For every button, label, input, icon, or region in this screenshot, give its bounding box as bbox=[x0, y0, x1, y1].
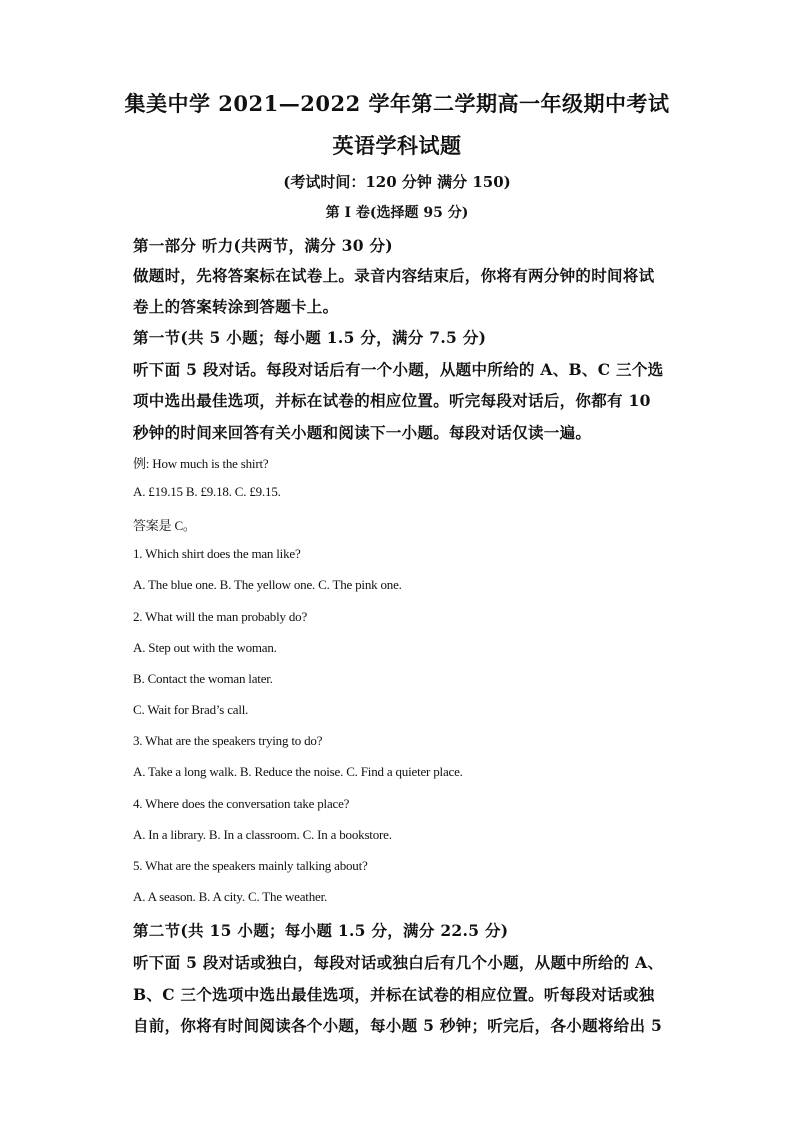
question-stem: 5. What are the speakers mainly talking about? bbox=[133, 858, 368, 873]
volume-heading: 第 I 卷(选择题 95 分) bbox=[325, 205, 469, 221]
example-answer: 答案是 C。 bbox=[133, 518, 196, 533]
question-stem: 1. Which shirt does the man like? bbox=[133, 546, 301, 561]
part1-instruction-line: 做题时，先将答案标在试卷上。录音内容结束后，你将有两分钟的时间将试 bbox=[133, 266, 655, 285]
section2-instruction-line: 自前，你将有时间阅读各个小题，每小题 5 秒钟；听完后，各小题将给出 5 bbox=[133, 1016, 663, 1035]
question-stem: 4. Where does the conversation take place? bbox=[133, 796, 350, 811]
question-option: C. Wait for Brad’s call. bbox=[133, 702, 249, 717]
section1-instruction-line: 秒钟的时间来回答有关小题和阅读下一小题。每段对话仅读一遍。 bbox=[133, 423, 592, 442]
question-options: A. In a library. B. In a classroom. C. In a bookstore. bbox=[133, 827, 392, 842]
example-options: A. £19.15 B. £9.18. C. £9.15. bbox=[133, 484, 281, 499]
section1-instruction-line: 项中选出最佳选项，并标在试卷的相应位置。听完每段对话后，你都有 10 bbox=[133, 391, 651, 410]
question-option: A. Step out with the woman. bbox=[133, 640, 277, 655]
exam-info: (考试时间：120 分钟 满分 150) bbox=[283, 173, 511, 191]
question-options: A. A season. B. A city. C. The weather. bbox=[133, 889, 328, 904]
question-option: B. Contact the woman later. bbox=[133, 671, 273, 686]
question-options: A. Take a long walk. B. Reduce the noise. C. Find a quieter place. bbox=[133, 764, 463, 779]
part1-instruction-line: 卷上的答案转涂到答题卡上。 bbox=[133, 297, 339, 316]
question-stem: 3. What are the speakers trying to do? bbox=[133, 733, 323, 748]
exam-title: 集美中学 2021—2022 学年第二学期高一年级期中考试 bbox=[124, 91, 670, 116]
section1-heading: 第一节(共 5 小题；每小题 1.5 分，满分 7.5 分) bbox=[133, 328, 487, 347]
section2-instruction-line: B、C 三个选项中选出最佳选项，并标在试卷的相应位置。听每段对话或独 bbox=[133, 985, 655, 1004]
example-question: 例: How much is the shirt? bbox=[133, 456, 269, 471]
question-options: A. The blue one. B. The yellow one. C. The pink one. bbox=[133, 577, 402, 592]
part1-heading: 第一部分 听力(共两节，满分 30 分) bbox=[133, 236, 393, 255]
section1-instruction-line: 听下面 5 段对话。每段对话后有一个小题，从题中所给的 A、B、C 三个选 bbox=[133, 360, 664, 379]
section2-heading: 第二节(共 15 小题；每小题 1.5 分，满分 22.5 分) bbox=[133, 921, 509, 940]
question-stem: 2. What will the man probably do? bbox=[133, 609, 308, 624]
exam-subject-title: 英语学科试题 bbox=[332, 133, 462, 158]
section2-instruction-line: 听下面 5 段对话或独白，每段对话或独白后有几个小题，从题中所给的 A、 bbox=[133, 953, 664, 972]
